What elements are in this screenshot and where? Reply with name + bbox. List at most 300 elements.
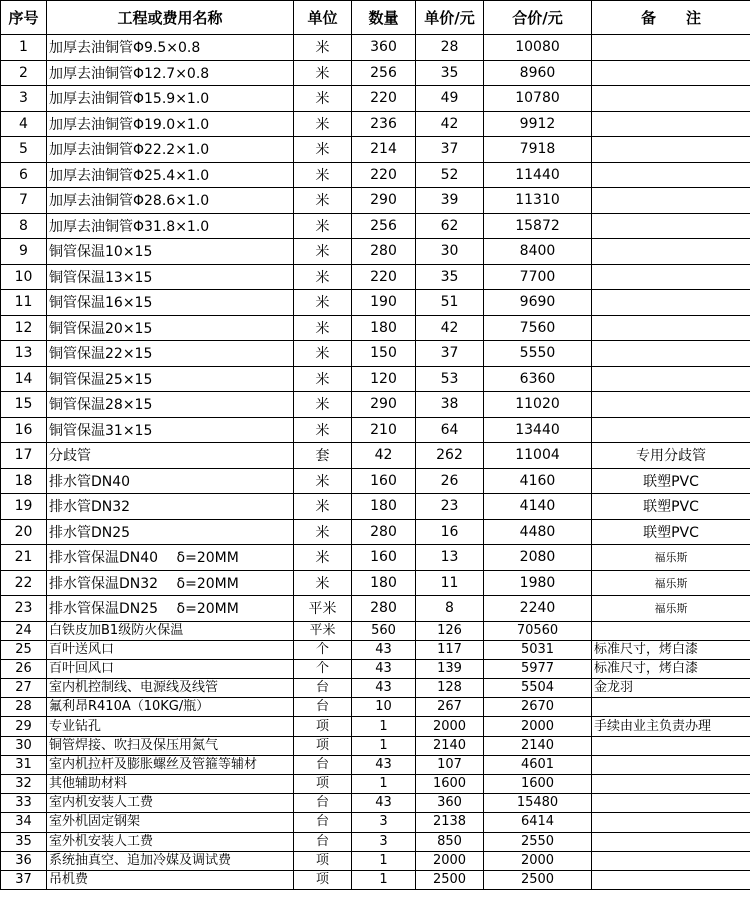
table-row — [1, 640, 750, 659]
cell-remarks — [592, 315, 750, 341]
table-row — [1, 755, 750, 774]
cell-quantity: 1 — [352, 736, 416, 755]
cell-row-index: 33 — [1, 794, 47, 813]
cell-total-price: 1980 — [484, 570, 592, 596]
cell-total-price: 9690 — [484, 290, 592, 316]
cell-remarks — [592, 188, 750, 214]
table-row — [1, 698, 750, 717]
cell-row-index: 8 — [1, 213, 47, 239]
cell-unit: 米 — [294, 366, 352, 392]
cell-total-price: 2240 — [484, 596, 592, 622]
cell-unit: 米 — [294, 417, 352, 443]
cell-unit: 米 — [294, 392, 352, 418]
cell-total-price: 5504 — [484, 679, 592, 698]
cell-quantity: 290 — [352, 392, 416, 418]
cell-remarks — [592, 775, 750, 794]
cell-quantity: 236 — [352, 111, 416, 137]
cell-item-name: 专业钻孔 — [47, 717, 294, 736]
cell-remarks — [592, 417, 750, 443]
cell-total-price: 8960 — [484, 60, 592, 86]
cell-quantity: 180 — [352, 570, 416, 596]
cell-item-name: 室内机安装人工费 — [47, 794, 294, 813]
cell-row-index: 35 — [1, 832, 47, 851]
cell-unit-price: 8 — [416, 596, 484, 622]
cell-item-name: 其他辅助材料 — [47, 775, 294, 794]
cell-remarks: 联塑PVC — [592, 519, 750, 545]
cell-row-index: 15 — [1, 392, 47, 418]
table-row — [1, 239, 750, 265]
cell-total-price: 11440 — [484, 162, 592, 188]
cell-item-name: 加厚去油铜管Φ28.6×1.0 — [47, 188, 294, 214]
cell-unit-price: 16 — [416, 519, 484, 545]
cell-remarks — [592, 366, 750, 392]
cell-quantity: 190 — [352, 290, 416, 316]
cell-total-price: 8400 — [484, 239, 592, 265]
cell-total-price: 70560 — [484, 621, 592, 640]
cell-unit-price: 37 — [416, 137, 484, 163]
cell-unit-price: 53 — [416, 366, 484, 392]
table-row — [1, 851, 750, 870]
cell-total-price: 6360 — [484, 366, 592, 392]
cell-unit: 米 — [294, 315, 352, 341]
cell-quantity: 1 — [352, 851, 416, 870]
cell-row-index: 14 — [1, 366, 47, 392]
cell-row-index: 34 — [1, 813, 47, 832]
cell-remarks — [592, 341, 750, 367]
cell-item-name: 排水管保温DN32 δ=20MM — [47, 570, 294, 596]
cell-unit: 米 — [294, 290, 352, 316]
cell-row-index: 37 — [1, 870, 47, 889]
cell-item-name: 排水管保温DN40 δ=20MM — [47, 545, 294, 571]
cell-total-price: 5550 — [484, 341, 592, 367]
cell-item-name: 加厚去油铜管Φ9.5×0.8 — [47, 35, 294, 61]
cell-remarks — [592, 35, 750, 61]
cell-unit: 米 — [294, 137, 352, 163]
cell-unit: 台 — [294, 832, 352, 851]
cell-row-index: 19 — [1, 494, 47, 520]
table-row — [1, 341, 750, 367]
cell-row-index: 7 — [1, 188, 47, 214]
cell-unit-price: 2138 — [416, 813, 484, 832]
cell-unit: 米 — [294, 162, 352, 188]
table-row — [1, 813, 750, 832]
cell-row-index: 22 — [1, 570, 47, 596]
cell-quantity: 220 — [352, 264, 416, 290]
cell-unit-price: 2140 — [416, 736, 484, 755]
header-total-price: 合价/元 — [484, 1, 592, 35]
table-row — [1, 315, 750, 341]
cell-total-price: 7918 — [484, 137, 592, 163]
cell-row-index: 21 — [1, 545, 47, 571]
cell-item-name: 铜管保温10×15 — [47, 239, 294, 265]
table-row — [1, 264, 750, 290]
cell-row-index: 9 — [1, 239, 47, 265]
cell-item-name: 加厚去油铜管Φ31.8×1.0 — [47, 213, 294, 239]
cell-item-name: 铜管保温22×15 — [47, 341, 294, 367]
cell-item-name: 室内机拉杆及膨胀螺丝及管箍等辅材 — [47, 755, 294, 774]
cell-remarks — [592, 290, 750, 316]
cell-quantity: 43 — [352, 755, 416, 774]
cell-remarks — [592, 813, 750, 832]
cell-unit-price: 64 — [416, 417, 484, 443]
table-row — [1, 417, 750, 443]
cell-unit-price: 39 — [416, 188, 484, 214]
table-row — [1, 188, 750, 214]
cell-quantity: 280 — [352, 239, 416, 265]
cell-quantity: 10 — [352, 698, 416, 717]
cell-remarks — [592, 60, 750, 86]
cell-item-name: 铜管保温20×15 — [47, 315, 294, 341]
cell-quantity: 220 — [352, 86, 416, 112]
table-row — [1, 870, 750, 889]
cell-unit-price: 23 — [416, 494, 484, 520]
cell-unit: 米 — [294, 111, 352, 137]
cell-unit: 米 — [294, 545, 352, 571]
cell-unit: 项 — [294, 851, 352, 870]
table-row — [1, 519, 750, 545]
cell-quantity: 43 — [352, 659, 416, 678]
cell-unit-price: 107 — [416, 755, 484, 774]
cell-unit: 米 — [294, 341, 352, 367]
cell-quantity: 560 — [352, 621, 416, 640]
cell-unit: 米 — [294, 35, 352, 61]
cell-unit: 项 — [294, 736, 352, 755]
cell-total-price: 2140 — [484, 736, 592, 755]
cell-row-index: 28 — [1, 698, 47, 717]
cell-row-index: 18 — [1, 468, 47, 494]
cell-unit-price: 11 — [416, 570, 484, 596]
cell-unit: 平米 — [294, 596, 352, 622]
header-remarks: 备 注 — [592, 1, 750, 35]
table-row — [1, 494, 750, 520]
cell-quantity: 180 — [352, 315, 416, 341]
table-row — [1, 137, 750, 163]
cell-total-price: 10780 — [484, 86, 592, 112]
header-unit: 单位 — [294, 1, 352, 35]
table-row — [1, 717, 750, 736]
cell-item-name: 氟利昂R410A（10KG/瓶） — [47, 698, 294, 717]
cell-total-price: 6414 — [484, 813, 592, 832]
cell-unit: 米 — [294, 570, 352, 596]
cell-remarks: 福乐斯 — [592, 545, 750, 571]
table-row — [1, 86, 750, 112]
cell-total-price: 2550 — [484, 832, 592, 851]
table-row — [1, 60, 750, 86]
cell-total-price: 11020 — [484, 392, 592, 418]
header-index: 序号 — [1, 1, 47, 35]
cell-total-price: 10080 — [484, 35, 592, 61]
cell-remarks: 专用分歧管 — [592, 443, 750, 469]
cell-unit-price: 850 — [416, 832, 484, 851]
cell-unit-price: 2000 — [416, 851, 484, 870]
cell-row-index: 2 — [1, 60, 47, 86]
cell-quantity: 256 — [352, 213, 416, 239]
cell-remarks — [592, 213, 750, 239]
table-row — [1, 570, 750, 596]
cell-unit-price: 30 — [416, 239, 484, 265]
cell-unit-price: 117 — [416, 640, 484, 659]
cell-row-index: 23 — [1, 596, 47, 622]
cell-unit: 平米 — [294, 621, 352, 640]
cell-unit-price: 128 — [416, 679, 484, 698]
table-row — [1, 35, 750, 61]
cell-total-price: 15480 — [484, 794, 592, 813]
cell-unit-price: 26 — [416, 468, 484, 494]
cell-quantity: 360 — [352, 35, 416, 61]
cell-unit-price: 262 — [416, 443, 484, 469]
cell-quantity: 3 — [352, 813, 416, 832]
header-name: 工程或费用名称 — [47, 1, 294, 35]
cell-remarks: 标准尺寸，烤白漆 — [592, 640, 750, 659]
table-row — [1, 736, 750, 755]
cell-quantity: 256 — [352, 60, 416, 86]
cell-quantity: 280 — [352, 519, 416, 545]
cell-remarks — [592, 755, 750, 774]
cell-row-index: 4 — [1, 111, 47, 137]
cell-row-index: 16 — [1, 417, 47, 443]
cell-remarks: 金龙羽 — [592, 679, 750, 698]
cell-total-price: 2000 — [484, 717, 592, 736]
cell-unit-price: 37 — [416, 341, 484, 367]
cell-row-index: 31 — [1, 755, 47, 774]
cell-row-index: 17 — [1, 443, 47, 469]
cell-remarks — [592, 137, 750, 163]
cell-item-name: 加厚去油铜管Φ12.7×0.8 — [47, 60, 294, 86]
cell-total-price: 5977 — [484, 659, 592, 678]
cell-quantity: 43 — [352, 679, 416, 698]
cell-total-price: 1600 — [484, 775, 592, 794]
cell-row-index: 32 — [1, 775, 47, 794]
header-unit-price: 单价/元 — [416, 1, 484, 35]
cell-row-index: 5 — [1, 137, 47, 163]
cell-item-name: 排水管DN25 — [47, 519, 294, 545]
cell-remarks — [592, 264, 750, 290]
table-row — [1, 545, 750, 571]
cell-item-name: 百叶送风口 — [47, 640, 294, 659]
cell-quantity: 1 — [352, 775, 416, 794]
cell-quantity: 1 — [352, 717, 416, 736]
cell-item-name: 室内机控制线、电源线及线管 — [47, 679, 294, 698]
cell-unit: 台 — [294, 794, 352, 813]
cell-remarks — [592, 851, 750, 870]
cell-unit-price: 28 — [416, 35, 484, 61]
table-row — [1, 621, 750, 640]
table-row — [1, 775, 750, 794]
cell-total-price: 7700 — [484, 264, 592, 290]
cell-item-name: 铜管保温25×15 — [47, 366, 294, 392]
cell-quantity: 160 — [352, 545, 416, 571]
cell-total-price: 2670 — [484, 698, 592, 717]
cell-quantity: 160 — [352, 468, 416, 494]
cell-unit: 米 — [294, 60, 352, 86]
cell-quantity: 220 — [352, 162, 416, 188]
cell-unit-price: 267 — [416, 698, 484, 717]
cell-unit-price: 139 — [416, 659, 484, 678]
cell-item-name: 铜管保温31×15 — [47, 417, 294, 443]
cell-quantity: 280 — [352, 596, 416, 622]
cell-item-name: 吊机费 — [47, 870, 294, 889]
table-row — [1, 659, 750, 678]
cell-quantity: 290 — [352, 188, 416, 214]
cell-quantity: 43 — [352, 640, 416, 659]
cell-item-name: 铜管保温28×15 — [47, 392, 294, 418]
cell-item-name: 加厚去油铜管Φ15.9×1.0 — [47, 86, 294, 112]
table-row — [1, 290, 750, 316]
cell-quantity: 3 — [352, 832, 416, 851]
cell-unit: 米 — [294, 519, 352, 545]
cell-quantity: 43 — [352, 794, 416, 813]
cell-quantity: 214 — [352, 137, 416, 163]
cell-remarks: 联塑PVC — [592, 468, 750, 494]
cell-unit: 个 — [294, 659, 352, 678]
cell-unit: 套 — [294, 443, 352, 469]
cell-unit: 米 — [294, 213, 352, 239]
cell-row-index: 1 — [1, 35, 47, 61]
cell-remarks — [592, 794, 750, 813]
cell-row-index: 24 — [1, 621, 47, 640]
cell-total-price: 11004 — [484, 443, 592, 469]
cell-unit: 台 — [294, 698, 352, 717]
cell-remarks — [592, 870, 750, 889]
table-row — [1, 596, 750, 622]
cell-unit: 米 — [294, 468, 352, 494]
cell-total-price: 13440 — [484, 417, 592, 443]
cell-item-name: 排水管保温DN25 δ=20MM — [47, 596, 294, 622]
cell-quantity: 210 — [352, 417, 416, 443]
cell-unit: 个 — [294, 640, 352, 659]
cell-unit: 米 — [294, 239, 352, 265]
cell-unit-price: 360 — [416, 794, 484, 813]
cell-unit: 米 — [294, 188, 352, 214]
cell-unit-price: 42 — [416, 111, 484, 137]
table-body — [1, 35, 750, 890]
cell-row-index: 36 — [1, 851, 47, 870]
cell-remarks: 手续由业主负责办理 — [592, 717, 750, 736]
cell-remarks — [592, 111, 750, 137]
cell-total-price: 9912 — [484, 111, 592, 137]
cell-quantity: 150 — [352, 341, 416, 367]
cell-row-index: 27 — [1, 679, 47, 698]
cell-unit: 台 — [294, 679, 352, 698]
table-row — [1, 794, 750, 813]
cell-total-price: 11310 — [484, 188, 592, 214]
cell-row-index: 10 — [1, 264, 47, 290]
cell-total-price: 4140 — [484, 494, 592, 520]
table-row — [1, 443, 750, 469]
cell-item-name: 白铁皮加B1级防火保温 — [47, 621, 294, 640]
table-row — [1, 213, 750, 239]
cell-item-name: 铜管保温16×15 — [47, 290, 294, 316]
cell-row-index: 29 — [1, 717, 47, 736]
cell-item-name: 百叶回风口 — [47, 659, 294, 678]
cell-quantity: 42 — [352, 443, 416, 469]
table-row — [1, 468, 750, 494]
cell-total-price: 7560 — [484, 315, 592, 341]
cell-unit-price: 2500 — [416, 870, 484, 889]
cell-quantity: 120 — [352, 366, 416, 392]
cell-unit-price: 35 — [416, 60, 484, 86]
cell-row-index: 3 — [1, 86, 47, 112]
cell-remarks: 联塑PVC — [592, 494, 750, 520]
table-row — [1, 111, 750, 137]
cell-unit-price: 1600 — [416, 775, 484, 794]
cell-item-name: 铜管焊接、吹扫及保压用氮气 — [47, 736, 294, 755]
cell-remarks — [592, 698, 750, 717]
cell-total-price: 4160 — [484, 468, 592, 494]
cell-total-price: 2500 — [484, 870, 592, 889]
cell-remarks — [592, 86, 750, 112]
header-row — [1, 1, 750, 35]
cell-row-index: 12 — [1, 315, 47, 341]
cell-remarks — [592, 239, 750, 265]
cell-unit: 项 — [294, 775, 352, 794]
cell-unit: 米 — [294, 264, 352, 290]
cell-row-index: 25 — [1, 640, 47, 659]
cell-remarks: 福乐斯 — [592, 596, 750, 622]
cell-unit: 台 — [294, 813, 352, 832]
cell-total-price: 4480 — [484, 519, 592, 545]
table-row — [1, 832, 750, 851]
cell-item-name: 排水管DN32 — [47, 494, 294, 520]
table-row — [1, 366, 750, 392]
cell-unit-price: 126 — [416, 621, 484, 640]
cell-item-name: 铜管保温13×15 — [47, 264, 294, 290]
cell-unit-price: 35 — [416, 264, 484, 290]
cell-unit-price: 52 — [416, 162, 484, 188]
header-quantity: 数量 — [352, 1, 416, 35]
cell-total-price: 2000 — [484, 851, 592, 870]
cell-remarks: 福乐斯 — [592, 570, 750, 596]
cell-item-name: 室外机固定钢架 — [47, 813, 294, 832]
cell-row-index: 20 — [1, 519, 47, 545]
table-row — [1, 679, 750, 698]
cell-row-index: 11 — [1, 290, 47, 316]
cell-remarks: 标准尺寸，烤白漆 — [592, 659, 750, 678]
cell-unit-price: 38 — [416, 392, 484, 418]
cell-item-name: 排水管DN40 — [47, 468, 294, 494]
cell-unit-price: 49 — [416, 86, 484, 112]
cell-total-price: 15872 — [484, 213, 592, 239]
cell-total-price: 2080 — [484, 545, 592, 571]
cell-item-name: 分歧管 — [47, 443, 294, 469]
cell-row-index: 26 — [1, 659, 47, 678]
cell-row-index: 6 — [1, 162, 47, 188]
cell-quantity: 1 — [352, 870, 416, 889]
cell-remarks — [592, 832, 750, 851]
cell-unit-price: 62 — [416, 213, 484, 239]
cell-unit: 米 — [294, 86, 352, 112]
cell-quantity: 180 — [352, 494, 416, 520]
cell-row-index: 13 — [1, 341, 47, 367]
cell-item-name: 系统抽真空、追加冷媒及调试费 — [47, 851, 294, 870]
cell-item-name: 加厚去油铜管Φ22.2×1.0 — [47, 137, 294, 163]
cell-unit-price: 2000 — [416, 717, 484, 736]
cell-item-name: 加厚去油铜管Φ25.4×1.0 — [47, 162, 294, 188]
table-row — [1, 392, 750, 418]
cell-unit-price: 13 — [416, 545, 484, 571]
cell-total-price: 4601 — [484, 755, 592, 774]
cell-unit: 米 — [294, 494, 352, 520]
cell-total-price: 5031 — [484, 640, 592, 659]
cell-row-index: 30 — [1, 736, 47, 755]
cell-unit: 项 — [294, 717, 352, 736]
cell-unit: 台 — [294, 755, 352, 774]
table-row — [1, 162, 750, 188]
cell-remarks — [592, 736, 750, 755]
cell-remarks — [592, 621, 750, 640]
cell-unit: 项 — [294, 870, 352, 889]
cell-unit-price: 51 — [416, 290, 484, 316]
